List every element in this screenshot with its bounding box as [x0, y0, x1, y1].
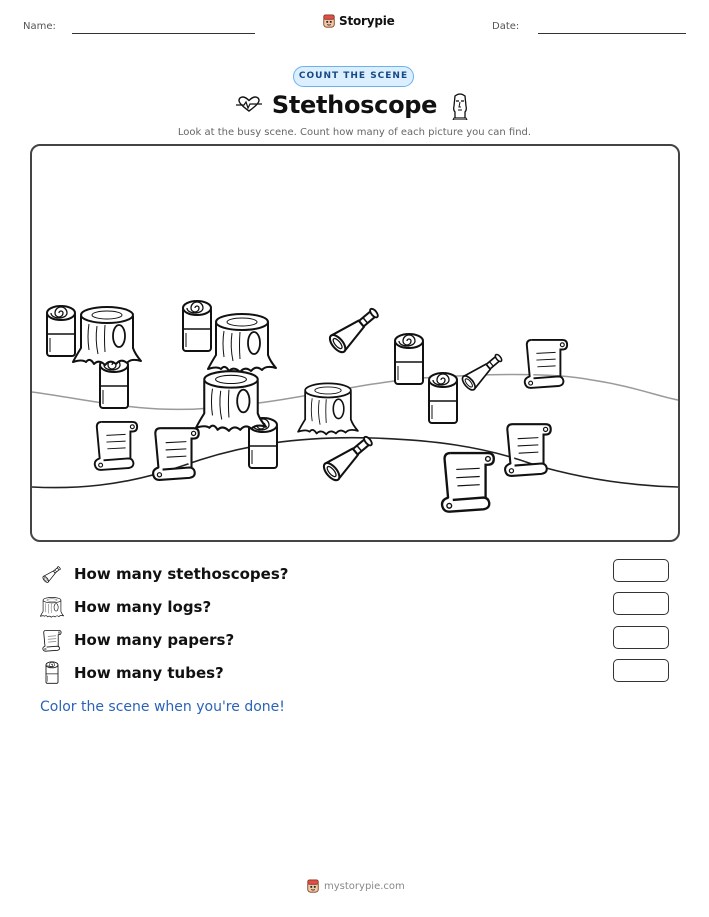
- answer-box-tubes[interactable]: [613, 659, 669, 682]
- question-tubes: [40, 661, 224, 685]
- mascot-icon: [322, 14, 336, 28]
- brand-name: Storypie: [339, 14, 395, 28]
- paper-icon: [525, 340, 567, 388]
- answer-box-papers[interactable]: [613, 626, 669, 649]
- paper-icon: [442, 453, 494, 512]
- stethoscope-icon: [327, 304, 383, 355]
- busy-scene: [30, 144, 680, 542]
- moai-statue-icon: [450, 92, 470, 120]
- color-instruction: Color the scene when you're done!: [40, 699, 285, 715]
- page-title: Stethoscope: [271, 91, 438, 119]
- question-papers: [40, 628, 234, 652]
- footer: [306, 879, 405, 893]
- stethoscope-icon: [460, 350, 505, 392]
- paper-icon: [95, 422, 137, 470]
- question-logs: [40, 595, 211, 619]
- stethoscope-icon: [40, 562, 64, 586]
- tube-icon: [40, 661, 64, 685]
- log-icon: [73, 307, 141, 365]
- instructions: Look at the busy scene. Count how many of each picture you can find.: [177, 127, 532, 138]
- tube-icon: [183, 301, 211, 351]
- stethoscope-icon: [321, 432, 377, 483]
- question-stethoscopes: [40, 562, 288, 586]
- date-label: Date:: [492, 21, 520, 32]
- log-icon: [40, 595, 64, 619]
- count-the-scene-badge: COUNT THE SCENE: [293, 66, 414, 87]
- log-icon: [298, 383, 358, 434]
- question-text: How many logs?: [74, 598, 212, 616]
- log-icon: [196, 371, 266, 431]
- tube-icon: [395, 334, 423, 384]
- paper-icon: [505, 424, 551, 476]
- brand-logo: [322, 14, 395, 28]
- date-line[interactable]: [538, 33, 686, 34]
- name-label: Name:: [23, 21, 56, 32]
- scene-illustration: [32, 146, 678, 540]
- question-text: How many tubes?: [74, 664, 224, 682]
- paper-icon: [153, 428, 199, 480]
- answer-box-stethoscopes[interactable]: [613, 559, 669, 582]
- log-icon: [208, 314, 276, 372]
- tube-icon: [429, 373, 457, 423]
- footer-url[interactable]: mystorypie.com: [324, 880, 405, 892]
- question-text: How many stethoscopes?: [74, 565, 289, 583]
- paper-icon: [40, 628, 64, 652]
- tube-icon: [47, 306, 75, 356]
- question-text: How many papers?: [74, 631, 235, 649]
- name-line[interactable]: [72, 33, 255, 34]
- mascot-icon: [306, 879, 320, 893]
- answer-box-logs[interactable]: [613, 592, 669, 615]
